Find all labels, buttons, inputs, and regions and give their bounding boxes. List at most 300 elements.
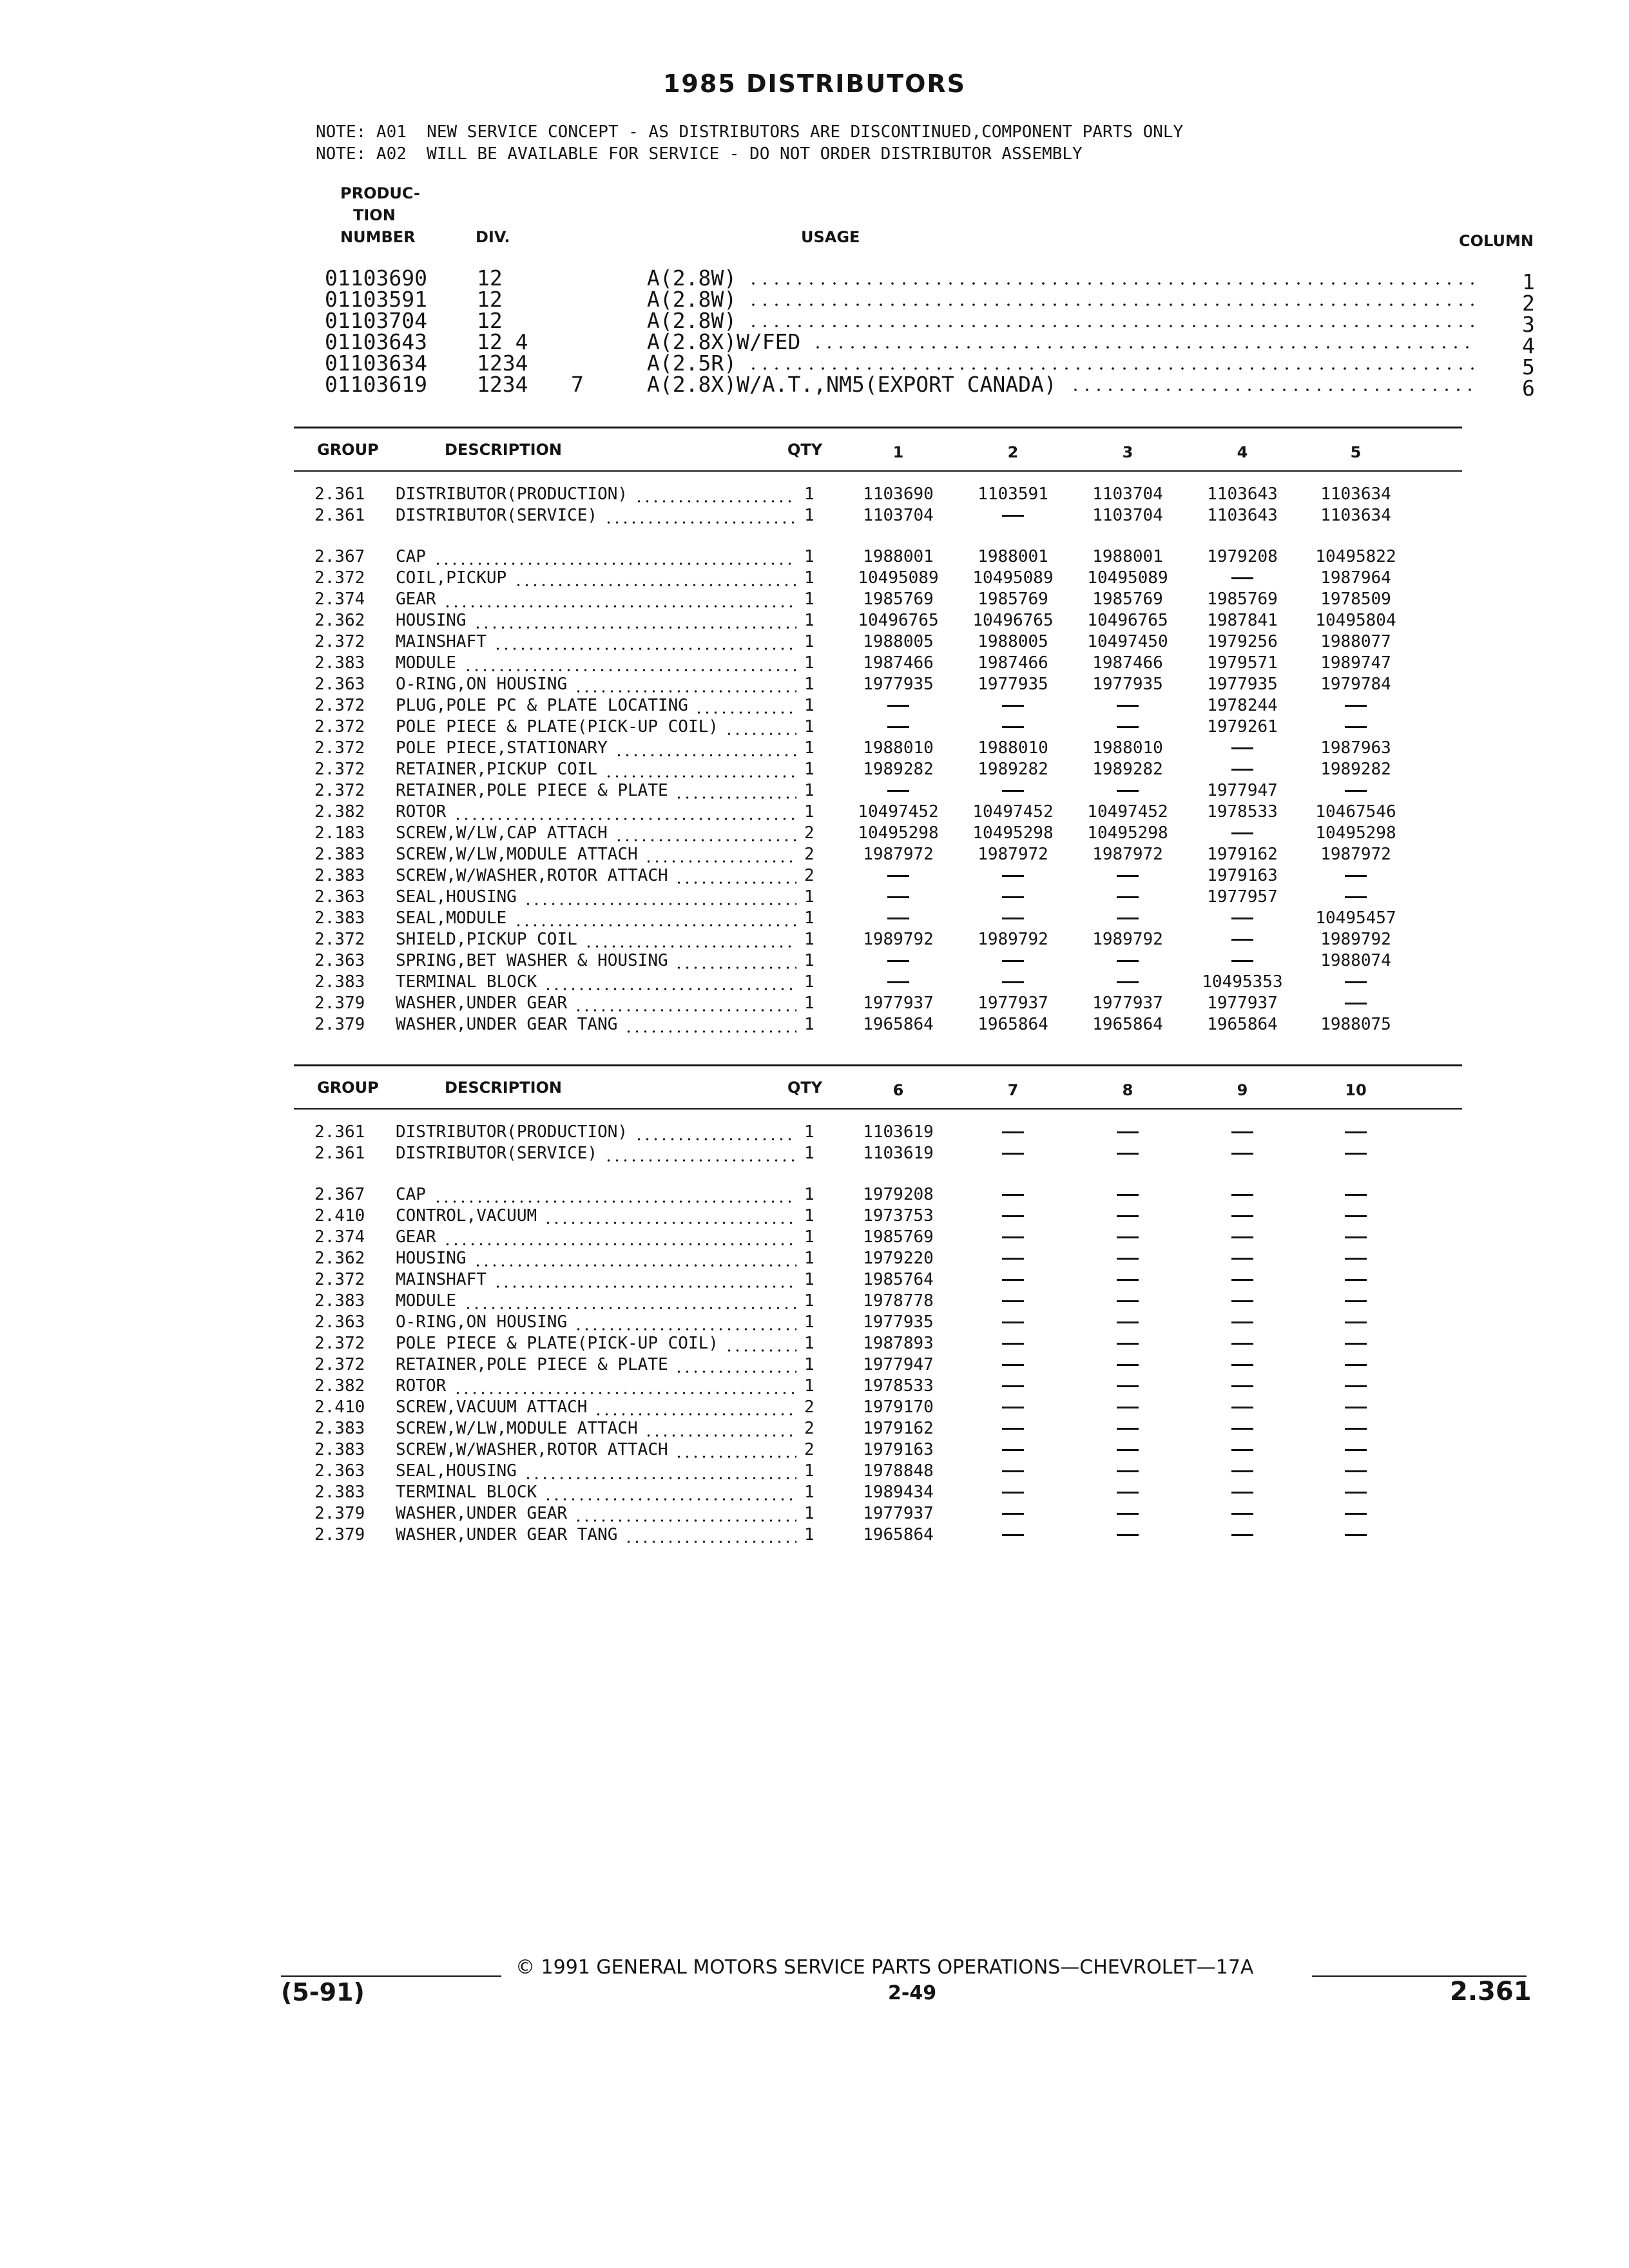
part-number-cell: 10495804 xyxy=(1315,611,1396,630)
not-applicable-dash xyxy=(1117,1407,1139,1408)
group-code: 2.383 xyxy=(314,908,365,928)
table-row xyxy=(314,1122,1474,1144)
part-number-cell: 1985769 xyxy=(863,1227,934,1247)
group-code: 2.372 xyxy=(314,738,365,758)
part-number-cell: 1989792 xyxy=(978,930,1048,949)
not-applicable-dash xyxy=(1231,1385,1253,1387)
part-number-cell: 10495089 xyxy=(1087,568,1168,588)
part-number-cell: 1989434 xyxy=(863,1483,934,1502)
part-number-cell: 1103591 xyxy=(978,485,1048,504)
not-applicable-dash xyxy=(1117,981,1139,983)
not-applicable-dash xyxy=(1117,1534,1139,1536)
part-number-cell: 10495457 xyxy=(1315,908,1396,928)
part-number-cell xyxy=(840,781,956,800)
not-applicable-dash xyxy=(1002,1470,1024,1472)
leader-dots xyxy=(494,648,796,650)
not-applicable-dash xyxy=(1002,705,1024,707)
part-number-cell xyxy=(955,1461,1071,1481)
part-description: DISTRIBUTOR(SERVICE) xyxy=(396,1144,598,1163)
part-number-cell xyxy=(1184,1334,1300,1353)
quantity: 1 xyxy=(804,930,815,949)
leader-dots xyxy=(635,500,796,503)
part-number-cell: 1988010 xyxy=(1092,738,1163,758)
table-row xyxy=(314,547,1474,568)
part-number-cell xyxy=(1298,1334,1414,1353)
part-number-cell xyxy=(1070,781,1186,800)
leader-dots xyxy=(624,1541,796,1543)
usage-column-number: 3 xyxy=(1522,312,1535,337)
not-applicable-dash xyxy=(1231,1492,1253,1494)
part-number-cell xyxy=(1070,1355,1186,1374)
group-code: 2.372 xyxy=(314,696,365,715)
not-applicable-dash xyxy=(1002,896,1024,898)
part-number-cell: 1978509 xyxy=(1320,590,1391,609)
table1-column-header: 4 xyxy=(1237,443,1248,461)
leader-dots xyxy=(725,1349,796,1352)
table-row xyxy=(314,675,1474,696)
part-number-cell xyxy=(1070,1483,1186,1502)
not-applicable-dash xyxy=(887,960,909,962)
group-code: 2.379 xyxy=(314,1504,365,1523)
part-description: SCREW,W/WASHER,ROTOR ATTACH xyxy=(396,1440,668,1459)
leader-dots xyxy=(574,1009,796,1012)
group-code: 2.410 xyxy=(314,1206,365,1225)
part-number-cell xyxy=(1070,887,1186,907)
part-number-cell xyxy=(1184,738,1300,758)
not-applicable-dash xyxy=(1345,1428,1367,1430)
quantity: 1 xyxy=(804,611,815,630)
not-applicable-dash xyxy=(1002,1300,1024,1302)
not-applicable-dash xyxy=(1345,1364,1367,1366)
part-number-cell: 1987841 xyxy=(1207,611,1278,630)
not-applicable-dash xyxy=(1002,1343,1024,1345)
part-number-cell: 1973753 xyxy=(863,1206,934,1225)
part-number-cell: 1987893 xyxy=(863,1334,934,1353)
leader-dots xyxy=(675,1370,796,1373)
table1-column-header: 5 xyxy=(1350,443,1362,461)
part-number-cell xyxy=(955,1376,1071,1396)
leader-dots xyxy=(454,1392,796,1394)
not-applicable-dash xyxy=(1231,1364,1253,1366)
note-a01: NOTE: A01 NEW SERVICE CONCEPT - AS DISTRIBUTORS ARE DISCONTINUED,COMPONENT PARTS ONLY xyxy=(316,122,1184,142)
not-applicable-dash xyxy=(1345,790,1367,792)
leader-dots xyxy=(604,775,796,778)
part-number-cell xyxy=(1298,994,1414,1013)
part-number-cell xyxy=(1298,1270,1414,1289)
quantity: 1 xyxy=(804,632,815,651)
not-applicable-dash xyxy=(1345,1513,1367,1515)
not-applicable-dash xyxy=(1231,747,1253,749)
part-number-cell xyxy=(1298,1525,1414,1544)
part-number-cell xyxy=(955,1227,1071,1247)
leader-dots xyxy=(812,346,1476,349)
usage-description: A(2.8W) xyxy=(647,265,737,291)
leader-dots xyxy=(747,325,1476,327)
footer-copyright: © 1991 GENERAL MOTORS SERVICE PARTS OPERATIONS—CHEVROLET—17A xyxy=(516,1956,1254,1979)
usage-div: 12 xyxy=(477,308,503,333)
not-applicable-dash xyxy=(1231,1449,1253,1451)
part-number-cell xyxy=(1298,1483,1414,1502)
usage-description: A(2.5R) xyxy=(647,351,737,376)
part-number-cell xyxy=(1298,972,1414,992)
part-number-cell xyxy=(1298,1249,1414,1268)
usage-production-number: 01103643 xyxy=(325,329,427,354)
table-row xyxy=(314,781,1474,802)
part-number-cell xyxy=(840,696,956,715)
not-applicable-dash xyxy=(1345,1407,1367,1408)
part-number-cell xyxy=(1070,1504,1186,1523)
part-number-cell xyxy=(955,972,1071,992)
header-div: DIV. xyxy=(476,228,510,246)
not-applicable-dash xyxy=(1002,1279,1024,1281)
not-applicable-dash xyxy=(1117,1153,1139,1155)
part-number-cell: 1965864 xyxy=(863,1525,934,1544)
table-row xyxy=(314,1525,1474,1546)
part-number-cell xyxy=(1070,1144,1186,1163)
table2-column-header: 7 xyxy=(1007,1081,1019,1099)
group-code: 2.382 xyxy=(314,802,365,822)
not-applicable-dash xyxy=(1117,1364,1139,1366)
quantity: 1 xyxy=(804,1291,815,1311)
not-applicable-dash xyxy=(1002,1407,1024,1408)
part-number-cell xyxy=(1070,1227,1186,1247)
part-number-cell: 1979163 xyxy=(863,1440,934,1459)
not-applicable-dash xyxy=(1345,981,1367,983)
part-number-cell xyxy=(1184,1185,1300,1204)
table-row xyxy=(314,1504,1474,1525)
quantity: 1 xyxy=(804,717,815,736)
leader-dots xyxy=(514,584,796,586)
usage-description: A(2.8W) xyxy=(647,308,737,333)
part-description: CAP xyxy=(396,547,426,566)
not-applicable-dash xyxy=(887,918,909,919)
table-row xyxy=(314,802,1474,823)
not-applicable-dash xyxy=(1117,1343,1139,1345)
not-applicable-dash xyxy=(1002,1385,1024,1387)
part-number-cell: 1977937 xyxy=(863,1504,934,1523)
part-number-cell: 10497452 xyxy=(972,802,1054,822)
not-applicable-dash xyxy=(1002,1364,1024,1366)
leader-dots xyxy=(434,562,796,565)
part-number-cell: 1987963 xyxy=(1320,738,1391,758)
table2-top-rule xyxy=(294,1064,1462,1066)
table-row xyxy=(314,1376,1474,1398)
not-applicable-dash xyxy=(1117,1279,1139,1281)
leader-dots xyxy=(464,1307,796,1309)
part-number-cell xyxy=(1298,887,1414,907)
part-number-cell xyxy=(1298,1440,1414,1459)
not-applicable-dash xyxy=(1002,981,1024,983)
part-number-cell: 1103704 xyxy=(1092,485,1163,504)
part-number-cell: 1985769 xyxy=(1207,590,1278,609)
leader-dots xyxy=(574,1519,796,1522)
group-code: 2.372 xyxy=(314,1270,365,1289)
not-applicable-dash xyxy=(1117,1194,1139,1196)
table-row xyxy=(314,632,1474,653)
table-row xyxy=(314,590,1474,611)
group-code: 2.363 xyxy=(314,1312,365,1332)
part-number-cell xyxy=(955,951,1071,970)
part-number-cell: 1979784 xyxy=(1320,675,1391,694)
part-number-cell xyxy=(1298,717,1414,736)
part-number-cell: 1103643 xyxy=(1207,506,1278,525)
not-applicable-dash xyxy=(1231,1428,1253,1430)
leader-dots xyxy=(604,521,796,524)
part-description: RETAINER,POLE PIECE & PLATE xyxy=(396,781,668,800)
part-number-cell xyxy=(1070,1398,1186,1417)
group-code: 2.379 xyxy=(314,1015,365,1034)
part-number-cell xyxy=(1070,1334,1186,1353)
part-number-cell: 1985764 xyxy=(863,1270,934,1289)
part-number-cell: 1987466 xyxy=(863,653,934,673)
leader-dots xyxy=(594,1413,796,1416)
part-number-cell xyxy=(1184,1461,1300,1481)
part-number-cell: 1989282 xyxy=(863,760,934,779)
not-applicable-dash xyxy=(1345,1321,1367,1323)
not-applicable-dash xyxy=(1002,515,1024,517)
table-row xyxy=(314,1461,1474,1483)
part-number-cell: 1979261 xyxy=(1207,717,1278,736)
leader-dots xyxy=(454,818,796,820)
group-code: 2.362 xyxy=(314,1249,365,1268)
part-number-cell: 10497452 xyxy=(1087,802,1168,822)
table-row xyxy=(314,653,1474,675)
part-number-cell xyxy=(955,1312,1071,1332)
note-a02: NOTE: A02 WILL BE AVAILABLE FOR SERVICE - DO NOT ORDER DISTRIBUTOR ASSEMBLY xyxy=(316,144,1083,164)
leader-dots xyxy=(644,1434,796,1437)
table-row xyxy=(314,951,1474,972)
part-number-cell: 1979571 xyxy=(1207,653,1278,673)
footer-date: (5-91) xyxy=(281,1978,365,2006)
group-code: 2.362 xyxy=(314,611,365,630)
not-applicable-dash xyxy=(1231,1470,1253,1472)
group-code: 2.372 xyxy=(314,632,365,651)
not-applicable-dash xyxy=(1231,832,1253,834)
table1-header-rule xyxy=(294,470,1462,472)
part-description: WASHER,UNDER GEAR TANG xyxy=(396,1525,618,1544)
leader-dots xyxy=(675,1456,796,1458)
group-code: 2.367 xyxy=(314,547,365,566)
part-number-cell xyxy=(1070,1461,1186,1481)
part-number-cell: 10496765 xyxy=(1087,611,1168,630)
part-number-cell xyxy=(1298,1206,1414,1225)
not-applicable-dash xyxy=(1117,896,1139,898)
part-number-cell xyxy=(1184,1525,1300,1544)
group-code: 2.372 xyxy=(314,1334,365,1353)
part-number-cell xyxy=(1184,1440,1300,1459)
part-number-cell xyxy=(1070,1185,1186,1204)
part-description: HOUSING xyxy=(396,611,467,630)
usage-production-number: 01103690 xyxy=(325,265,427,291)
part-number-cell: 1988077 xyxy=(1320,632,1391,651)
part-number-cell: 1979162 xyxy=(1207,845,1278,864)
not-applicable-dash xyxy=(1117,1215,1139,1217)
part-number-cell: 1987466 xyxy=(1092,653,1163,673)
part-number-cell: 1977957 xyxy=(1207,887,1278,907)
not-applicable-dash xyxy=(1231,1513,1253,1515)
table-row xyxy=(314,1144,1474,1165)
part-number-cell: 1979208 xyxy=(863,1185,934,1204)
not-applicable-dash xyxy=(1002,1513,1024,1515)
quantity: 1 xyxy=(804,675,815,694)
leader-dots xyxy=(434,1200,796,1203)
not-applicable-dash xyxy=(1002,1321,1024,1323)
part-number-cell: 1977935 xyxy=(863,1312,934,1332)
part-number-cell: 10496765 xyxy=(858,611,939,630)
leader-dots xyxy=(675,881,796,884)
table-row xyxy=(314,1312,1474,1334)
part-number-cell: 1103634 xyxy=(1320,506,1391,525)
part-number-cell xyxy=(955,696,1071,715)
group-code: 2.363 xyxy=(314,887,365,907)
not-applicable-dash xyxy=(1231,918,1253,919)
part-number-cell: 1987972 xyxy=(1092,845,1163,864)
table1-header-qty: QTY xyxy=(787,441,823,459)
usage-production-number: 01103591 xyxy=(325,287,427,312)
quantity: 1 xyxy=(804,653,815,673)
table-row xyxy=(314,1419,1474,1440)
not-applicable-dash xyxy=(1117,960,1139,962)
quantity: 2 xyxy=(804,866,815,885)
leader-dots xyxy=(544,988,796,990)
not-applicable-dash xyxy=(1231,1534,1253,1536)
part-description: CAP xyxy=(396,1185,426,1204)
part-number-cell: 1989282 xyxy=(1092,760,1163,779)
table-row xyxy=(314,568,1474,590)
part-number-cell: 1989282 xyxy=(978,760,1048,779)
page-title: 1985 DISTRIBUTORS xyxy=(662,70,967,98)
part-number-cell: 1988001 xyxy=(1092,547,1163,566)
part-number-cell xyxy=(1184,908,1300,928)
part-description: MODULE xyxy=(396,653,456,673)
part-description: WASHER,UNDER GEAR xyxy=(396,994,568,1013)
part-number-cell: 1985769 xyxy=(1092,590,1163,609)
table-row xyxy=(314,887,1474,908)
part-number-cell: 10495298 xyxy=(1087,823,1168,843)
quantity: 1 xyxy=(804,1206,815,1225)
group-code: 2.372 xyxy=(314,568,365,588)
part-number-cell xyxy=(955,1185,1071,1204)
quantity: 1 xyxy=(804,590,815,609)
part-number-cell: 10495298 xyxy=(858,823,939,843)
quantity: 1 xyxy=(804,696,815,715)
part-description: GEAR xyxy=(396,590,436,609)
table1-header-group: GROUP xyxy=(317,441,379,459)
group-code: 2.372 xyxy=(314,717,365,736)
part-description: HOUSING xyxy=(396,1249,467,1268)
quantity: 1 xyxy=(804,485,815,504)
not-applicable-dash xyxy=(1345,1131,1367,1133)
usage-div: 1234 xyxy=(477,372,528,397)
part-number-cell xyxy=(1070,972,1186,992)
part-number-cell xyxy=(955,1144,1071,1163)
part-number-cell xyxy=(1070,696,1186,715)
part-number-cell: 1985769 xyxy=(863,590,934,609)
part-number-cell xyxy=(955,1334,1071,1353)
table-row xyxy=(314,738,1474,760)
quantity: 1 xyxy=(804,1015,815,1034)
part-number-cell: 1988001 xyxy=(978,547,1048,566)
part-description: SPRING,BET WASHER & HOUSING xyxy=(396,951,668,970)
leader-dots xyxy=(574,690,796,693)
quantity: 1 xyxy=(804,1483,815,1502)
quantity: 1 xyxy=(804,1461,815,1481)
part-description: COIL,PICKUP xyxy=(396,568,507,588)
not-applicable-dash xyxy=(887,875,909,877)
leader-dots xyxy=(635,1138,796,1140)
part-number-cell: 1977937 xyxy=(978,994,1048,1013)
part-description: SCREW,W/LW,MODULE ATTACH xyxy=(396,845,638,864)
not-applicable-dash xyxy=(1231,939,1253,941)
part-number-cell: 10495822 xyxy=(1315,547,1396,566)
quantity: 1 xyxy=(804,1334,815,1353)
quantity: 1 xyxy=(804,1312,815,1332)
table-row xyxy=(314,908,1474,930)
table-row xyxy=(314,994,1474,1015)
part-number-cell: 1977935 xyxy=(1207,675,1278,694)
table-row xyxy=(314,696,1474,717)
part-number-cell xyxy=(1298,1504,1414,1523)
usage-div-extra: 7 xyxy=(571,372,584,397)
quantity: 1 xyxy=(804,908,815,928)
part-description: RETAINER,POLE PIECE & PLATE xyxy=(396,1355,668,1374)
part-description: SCREW,W/LW,CAP ATTACH xyxy=(396,823,608,843)
not-applicable-dash xyxy=(1117,1470,1139,1472)
table2-column-header: 10 xyxy=(1345,1081,1367,1099)
table-row xyxy=(314,845,1474,866)
leader-dots xyxy=(747,367,1476,370)
part-number-cell: 1979208 xyxy=(1207,547,1278,566)
part-number-cell xyxy=(955,1525,1071,1544)
part-number-cell xyxy=(1298,1122,1414,1142)
part-description: ROTOR xyxy=(396,1376,447,1396)
group-code: 2.374 xyxy=(314,1227,365,1247)
quantity: 1 xyxy=(804,1227,815,1247)
not-applicable-dash xyxy=(1345,1343,1367,1345)
usage-description: A(2.8W) xyxy=(647,287,737,312)
group-code: 2.382 xyxy=(314,1376,365,1396)
group-code: 2.383 xyxy=(314,1291,365,1311)
usage-column-number: 5 xyxy=(1522,354,1535,380)
table2-header-qty: QTY xyxy=(787,1079,823,1097)
part-number-cell xyxy=(1298,1376,1414,1396)
part-number-cell xyxy=(955,1504,1071,1523)
part-number-cell: 1988074 xyxy=(1320,951,1391,970)
part-description: MAINSHAFT xyxy=(396,1270,487,1289)
quantity: 1 xyxy=(804,887,815,907)
header-usage: USAGE xyxy=(801,228,860,246)
usage-column-number: 6 xyxy=(1522,376,1535,401)
not-applicable-dash xyxy=(1002,1492,1024,1494)
part-description: TERMINAL BLOCK xyxy=(396,972,537,992)
usage-production-number: 01103704 xyxy=(325,308,427,333)
part-number-cell xyxy=(1070,866,1186,885)
not-applicable-dash xyxy=(1231,1215,1253,1217)
group-code: 2.183 xyxy=(314,823,365,843)
part-number-cell xyxy=(1070,1312,1186,1332)
usage-production-number: 01103634 xyxy=(325,351,427,376)
part-description: GEAR xyxy=(396,1227,436,1247)
leader-dots xyxy=(747,282,1476,285)
part-number-cell: 1989792 xyxy=(1320,930,1391,949)
not-applicable-dash xyxy=(1345,1003,1367,1004)
not-applicable-dash xyxy=(1002,1236,1024,1238)
not-applicable-dash xyxy=(1345,1470,1367,1472)
not-applicable-dash xyxy=(1231,769,1253,771)
part-description: POLE PIECE & PLATE(PICK-UP COIL) xyxy=(396,1334,718,1353)
part-number-cell: 1987972 xyxy=(863,845,934,864)
not-applicable-dash xyxy=(1002,726,1024,728)
